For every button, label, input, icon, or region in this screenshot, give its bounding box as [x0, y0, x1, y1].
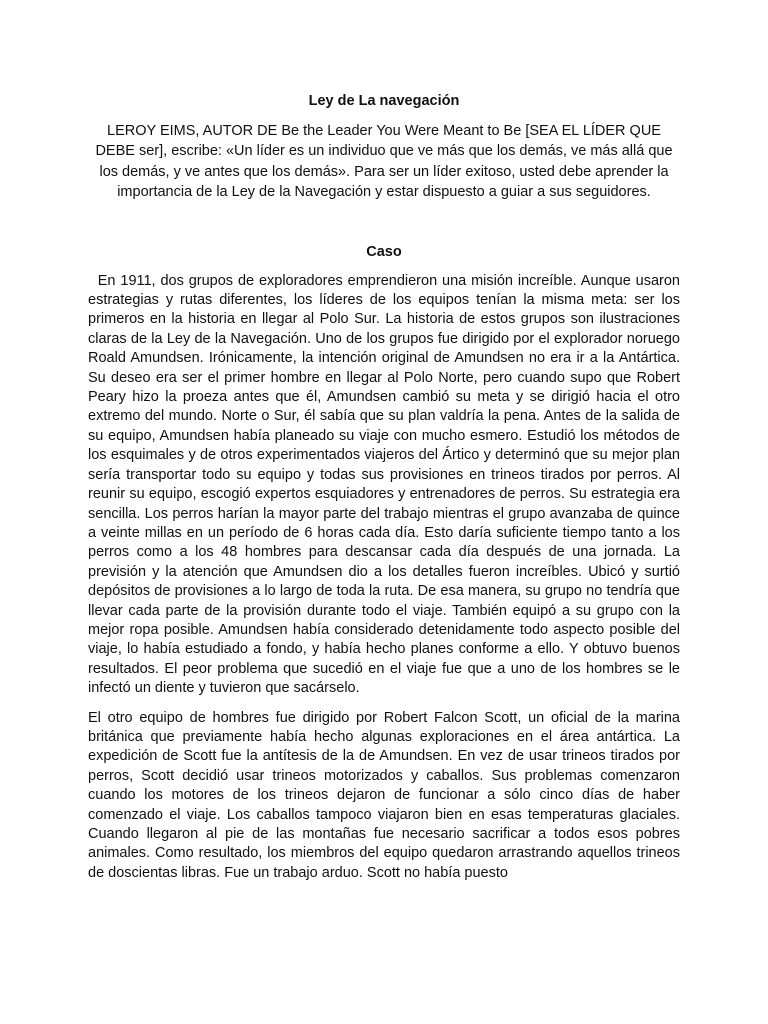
section-title: Caso — [366, 243, 402, 260]
intro-paragraph: LEROY EIMS, AUTOR DE Be the Leader You Were Meant to Be [SEA EL LÍDER QUE DEBE ser], escribe: «Un líder es un individuo que ve más que los demás, ve más allá que los demás, y ve antes que los demás». Para ser un líder exitoso, usted debe aprender la importancia de la Ley de la Navegación y estar dispuesto a guiar a sus seguidores. — [95, 123, 673, 201]
body-paragraph: En 1911, dos grupos de exploradores emprendieron una misión increíble. Aunque usaron estrategias y rutas diferentes, los líderes de los equipos tenían la misma meta: ser los primeros en la historia en llegar al Polo Sur. La historia de estos grupos son ilustraciones claras de la Ley de la Navegación. Uno de los grupos fue dirigido por el explorador noruego Roald Amundsen. Irónicamente, la intención original de Amundsen no era ir a la Antártica. Su deseo era ser el primer hombre en llegar al Polo Norte, pero cuando supo que Robert Peary hizo la proeza antes que él, Amundsen cambió su meta y se dirigió hacia el otro extremo del mundo. Norte o Sur, él sabía que su plan valdría la pena. Antes de la salida de su equipo, Amundsen había planeado su viaje con mucho esmero. Estudió los métodos de los esquimales y de otros experimentados viajeros del Ártico y determinó que su mejor plan sería transportar todo su equipo y todas sus provisiones en trineos tirados por perros. Al reunir su equipo, escogió expertos esquiadores y entrenadores de perros. Su estrategia era sencilla. Los perros harían la mayor parte del trabajo mientras el grupo avanzaba de quince a veinte millas en un período de 6 horas cada día. Esto daría suficiente tiempo tanto a los perros como a los 48 hombres para descansar cada día después de una jornada. La previsión y la atención que Amundsen dio a los detalles fueron increíbles. Ubicó y surtió depósitos de provisiones a lo largo de toda la ruta. De esa manera, su grupo no tendría que llevar cada parte de la provisión durante todo el viaje. También equipó a su grupo con la mejor ropa posible. Amundsen había considerado detenidamente todo aspecto posible del viaje, lo había estudiado a fondo, y había hecho planes conforme a ello. Y obtuvo buenos resultados. El peor problema que sucedió en el viaje fue que a uno de los hombres se le infectó un diente y tuvieron que sacárselo. — [88, 272, 680, 697]
body-paragraph: El otro equipo de hombres fue dirigido por Robert Falcon Scott, un oficial de la marina británica que previamente había hecho algunas exploraciones en el área antártica. La expedición de Scott fue la antítesis de la de Amundsen. En vez de usar trineos tirados por perros, Scott decidió usar trineos motorizados y caballos. Sus problemas comenzaron cuando los motores de los trineos dejaron de funcionar a sólo cinco días de haber comenzado el viaje. Los caballos tampoco viajaron bien en esas temperaturas glaciales. Cuando llegaron al pie de las montañas fue necesario sacrificar a todos esos pobres animales. Como resultado, los miembros del equipo quedaron arrastrando aquellos trineos de doscientas libras. Fue un trabajo arduo. Scott no había puesto — [88, 709, 680, 881]
document-page — [88, 92, 680, 893]
document-title: Ley de La navegación — [308, 93, 460, 109]
